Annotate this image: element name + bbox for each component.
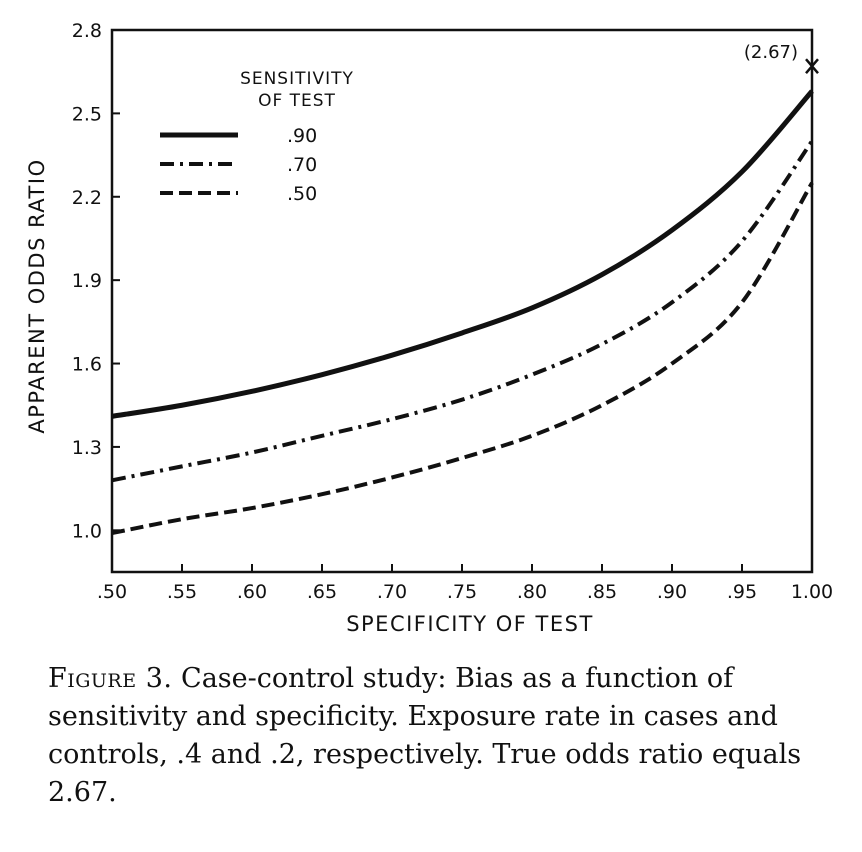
x-tick-label: .85 xyxy=(586,581,618,603)
series-layer xyxy=(112,91,812,533)
figure-label: Figure 3. xyxy=(48,663,173,694)
x-tick-label: .75 xyxy=(446,581,478,603)
y-tick-label: 2.5 xyxy=(71,103,102,126)
y-tick-label: 1.6 xyxy=(71,353,102,376)
legend xyxy=(160,69,354,205)
y-axis-title: APPARENT ODDS RATIO xyxy=(25,158,49,434)
plot-border xyxy=(112,30,812,572)
legend-title-line2: OF TEST xyxy=(258,91,336,111)
y-tick-label: 2.8 xyxy=(71,20,102,42)
x-tick-label: 1.00 xyxy=(790,581,834,603)
x-tick-label: .80 xyxy=(516,581,548,603)
x-tick-label: .95 xyxy=(726,581,758,603)
legend-label: .90 xyxy=(287,125,318,147)
legend-title-line1: SENSITIVITY xyxy=(240,69,354,89)
x-tick-label: .70 xyxy=(376,581,408,603)
x-tick-label: .50 xyxy=(96,581,128,603)
legend-label: .70 xyxy=(287,154,318,176)
figure-caption xyxy=(48,660,838,812)
x-axis-title: SPECIFICITY OF TEST xyxy=(346,612,594,636)
x-axis xyxy=(97,564,833,603)
plot-frame xyxy=(112,30,812,572)
y-tick-label: 1.9 xyxy=(71,270,102,293)
x-tick-label: .90 xyxy=(656,581,688,603)
x-tick-label: .55 xyxy=(166,581,198,603)
caption-text: Case-control study: Bias as a function of sensitivity and specificity. Exposure rate in cases and controls, .4 and .2, respectively. True odds ratio equals 2.67. xyxy=(48,663,802,808)
series-line-90 xyxy=(112,91,812,416)
x-tick-label: .65 xyxy=(306,581,338,603)
legend-label: .50 xyxy=(287,183,318,205)
y-tick-label: 1.0 xyxy=(71,520,102,543)
y-tick-label: 1.3 xyxy=(71,436,102,459)
annotation-layer xyxy=(744,42,818,73)
annotation-label: (2.67) xyxy=(743,42,798,64)
series-line-50 xyxy=(112,183,812,533)
x-tick-label: .60 xyxy=(236,581,268,603)
y-tick-label: 2.2 xyxy=(71,186,102,209)
